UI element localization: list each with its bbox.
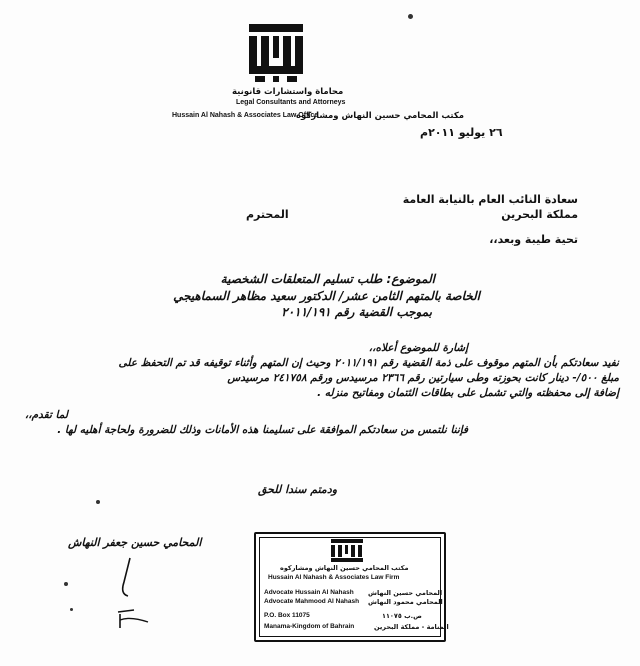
handwritten-signature bbox=[90, 552, 210, 632]
scan-speck bbox=[408, 14, 413, 19]
subject-line-1: الموضوع: طلب تسليم المتعلقات الشخصية bbox=[220, 272, 435, 286]
stamp-advocate-1-ar: المحامي حسين النهاش bbox=[368, 589, 443, 597]
stamp-advocate-2-ar: المحامي محمود النهاش bbox=[368, 598, 443, 606]
body-paragraph-1: نفيد سعادتكم بأن المتهم موقوف على ذمة القضية رقم ٢٠١١/١٩١ وحيث إن المتهم وأثناء توقيفه قد تم التحفظ على bbox=[118, 357, 619, 369]
firm-stamp bbox=[254, 532, 449, 642]
letterhead-arabic-tagline: محاماة واستشارات قانونية bbox=[232, 87, 344, 97]
letterhead-english-tagline: Legal Consultants and Attorneys bbox=[236, 99, 346, 106]
body-paragraph-4: لما تقدم،، bbox=[24, 409, 68, 421]
body-paragraph-2: مبلغ ٥٠٠/- دينار كانت بحوزته وطى سيارتين رقم ٢٣٦٦ مرسيدس ورقم ٢٤١٧٥٨ مرسيدس bbox=[227, 372, 619, 384]
stamp-location-ar: المنامة - مملكة البحرين bbox=[374, 623, 449, 631]
signatory-name: المحامي حسين جعفر النهاش bbox=[68, 536, 202, 549]
stamp-po-box-ar: ص.ب ١١٠٧٥ bbox=[382, 612, 422, 620]
recipient-line-2: مملكة البحرين bbox=[501, 208, 578, 221]
closing-line: ودمتم سندا للحق bbox=[258, 483, 338, 496]
subject-line-2: الخاصة بالمتهم الثامن عشر/ الدكتور سعيد مظاهر السماهيجي bbox=[173, 289, 480, 303]
subject-line-3: بموجب القضية رقم ٢٠١١/١٩١ bbox=[281, 305, 432, 319]
body-paragraph-5: فإننا نلتمس من سعادتكم الموافقة على تسليمنا هذه الأمانات وذلك للضرورة ولحاجة أهليه لها . bbox=[57, 424, 468, 436]
firm-logo-icon bbox=[247, 22, 305, 84]
letterhead-firm-english: Hussain Al Nahash & Associates Law Office bbox=[172, 112, 319, 119]
letterhead-firm-arabic: مكتب المحامي حسين النهاش ومشاركوه bbox=[296, 111, 465, 121]
body-reference: إشارة للموضوع أعلاه،، bbox=[368, 342, 468, 354]
greeting: تحية طيبة وبعد،، bbox=[489, 233, 578, 246]
scan-speck bbox=[64, 582, 68, 586]
stamp-advocate-2-en: Advocate Mahmood Al Nahash bbox=[264, 598, 360, 605]
stamp-english-title: Hussain Al Nahash & Associates Law Firm bbox=[268, 574, 400, 581]
letter-date: ٢٦ يوليو ٢٠١١م bbox=[420, 126, 503, 139]
stamp-location-en: Manama-Kingdom of Bahrain bbox=[264, 623, 355, 630]
scan-speck bbox=[96, 500, 100, 504]
recipient-honorific: المحترم bbox=[246, 208, 289, 221]
stamp-arabic-title: مكتب المحامي حسين النهاش ومشاركوه bbox=[280, 564, 409, 572]
recipient-line-1: سعادة النائب العام بالنيابة العامة bbox=[402, 193, 578, 206]
stamp-logo-icon bbox=[330, 538, 364, 564]
body-paragraph-3: إضافة إلى محفظته والتي تشمل على بطاقات الئتمان ومفاتيح منزله . bbox=[317, 387, 619, 399]
stamp-advocate-1-en: Advocate Hussain Al Nahash bbox=[264, 589, 354, 596]
stamp-po-box-en: P.O. Box 11075 bbox=[264, 612, 310, 619]
scan-speck bbox=[70, 608, 73, 611]
